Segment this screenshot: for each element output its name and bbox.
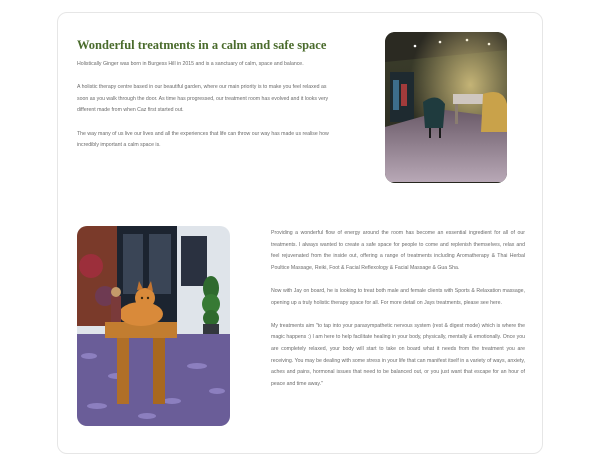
intro-text	[77, 59, 332, 152]
treatments-paragraph-1: Providing a wonderful flow of energy around the room has become an essential ingredient for all of our treatments. I always wanted to create a safe space for people to come and replenish themselves, relax and feel rejuvenated from the inside out, offering a range of treatments including Aromatherapy & Thai Herbal Poultice Massage, Reiki, Foot & Facial Reflexology & Facial Massage & Gua Sha.	[271, 230, 525, 271]
treatments-paragraph-2: Now with Jay on board, he is looking to treat both male and female clients with Sports & Relaxation massage, opening up a truly holistic therapy space for all. For more detail on Jays treatments, please see here.	[271, 287, 525, 306]
garden-cat-photo	[77, 226, 230, 426]
intro-paragraph-2: A holistic therapy centre based in our beautiful garden, where our main priority is to make you feel relaxed as soon as you walk through the door. As time has progressed, our treatment room has evolved and it looks very different made from when Caz first started out.	[77, 84, 329, 114]
intro-paragraph-3: The way many of us live our lives and all the experiences that life can throw our way has made us realise how incredibly important a calm space is.	[77, 130, 329, 149]
section-title: Wonderful treatments in a calm and safe space	[77, 38, 327, 52]
treatments-text	[271, 228, 525, 390]
intro-paragraph-1: Holistically Ginger was born in Burgess Hill in 2015 and is a sanctuary of calm, space and balance.	[77, 61, 304, 67]
treatment-room-photo	[385, 32, 507, 183]
treatments-paragraph-3: My treatments aim "to tap into your parasympathetic nervous system (rest & digest mode) which is where the magic happens :) I am here to help facilitate healing in your body, physically, mentally & emotionally. Once you are completely relaxed, your body will start to take on board what it needs from the treatment you are receiving. You may be dealing with some stress in your life that can manifest itself in a variety of ways, anxiety, aches and pains, hormonal issues that need to be balanced out, or you just want that escape for an hour of peace and time away."	[271, 322, 525, 387]
